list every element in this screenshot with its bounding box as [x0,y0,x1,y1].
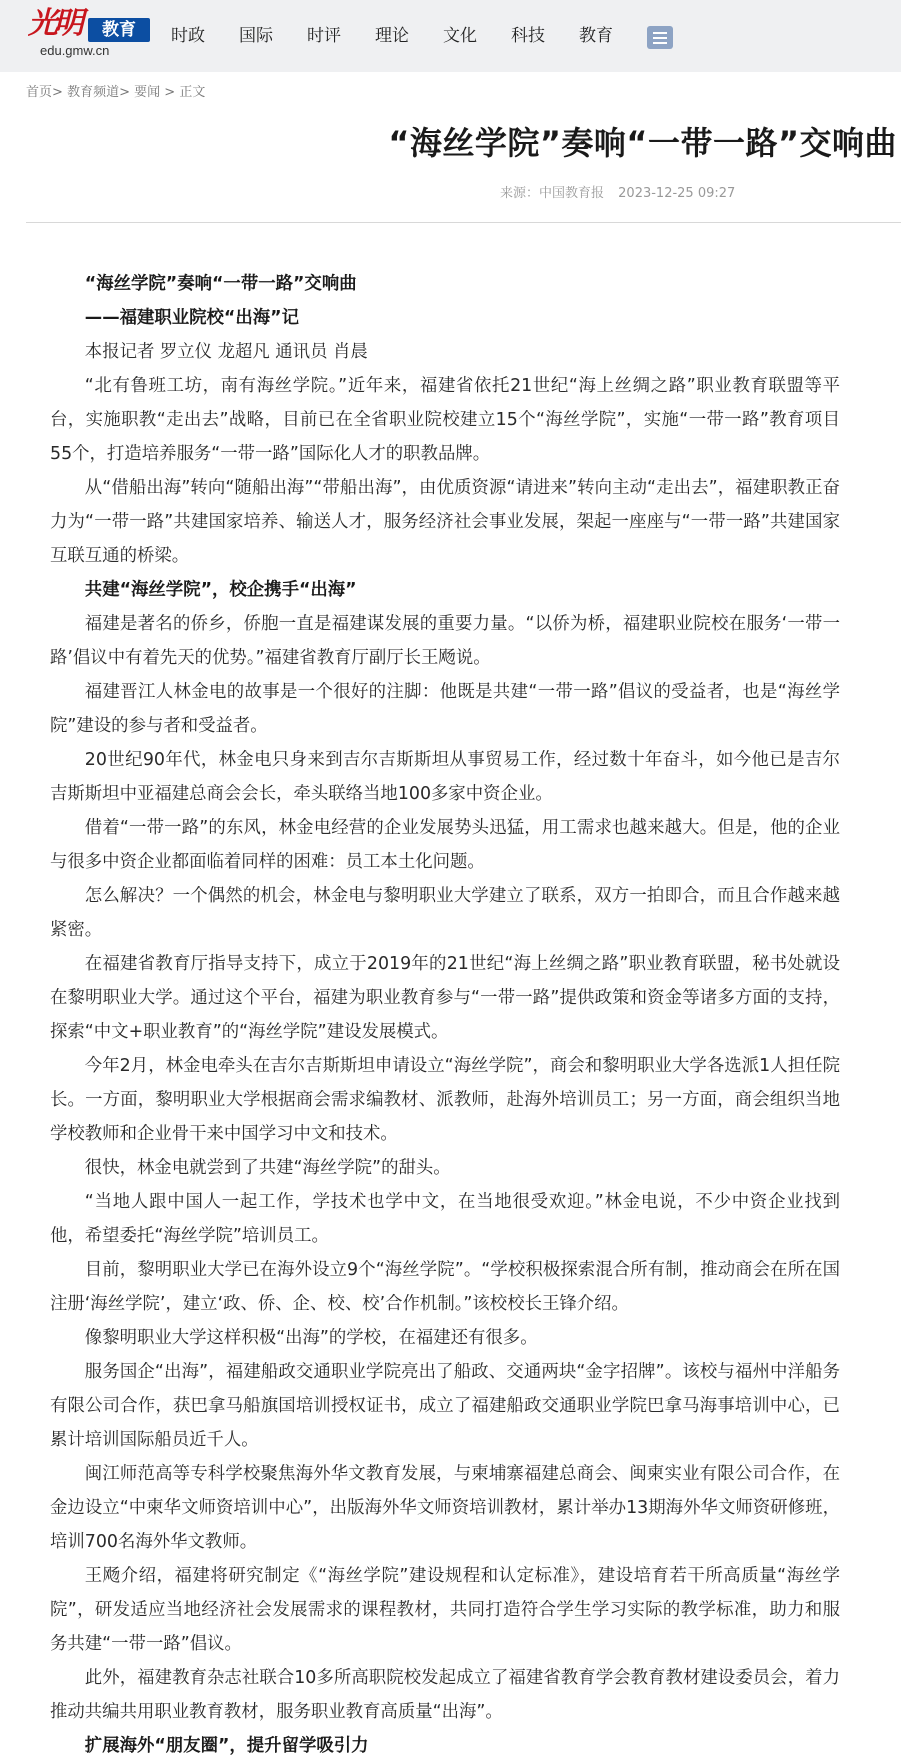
breadcrumb-home[interactable]: 首页 [26,85,53,100]
article-paragraph: 目前，黎明职业大学已在海外设立9个“海丝学院”。“学校积极探索混合所有制，推动商会在所在国注册‘海丝学院’，建立‘政、侨、企、校、校’合作机制。”该校校长王锋介绍。 [50,1260,840,1314]
article-paragraph: 在福建省教育厅指导支持下，成立于2019年的21世纪“海上丝绸之路”职业教育联盟，秘书处就设在黎明职业大学。通过这个平台，福建为职业教育参与“一带一路”提供政策和资金等诸多方面的支持，探索“中文+职业教育”的“海丝学院”建设发展模式。 [50,954,840,1042]
article-paragraph: 借着“一带一路”的东风，林金电经营的企业发展势头迅猛，用工需求也越来越大。但是，他的企业与很多中资企业都面临着同样的困难：员工本土化问题。 [50,818,840,872]
article-title: “海丝学院”奏响“一带一路”交响曲 [388,124,897,162]
article-paragraph: 王飏介绍，福建将研究制定《“海丝学院”建设规程和认定标准》，建设培育若干所高质量“海丝学院”，研发适应当地经济社会发展需求的课程教材，共同打造符合学生学习实际的教学标准，助力和服务共建“一带一路”倡议。 [50,1566,840,1654]
article-paragraph: 很快，林金电就尝到了共建“海丝学院”的甜头。 [84,1158,451,1178]
article-subheading: 共建“海丝学院”，校企携手“出海” [84,580,357,600]
article-paragraph: 20世纪90年代，林金电只身来到吉尔吉斯斯坦从事贸易工作，经过数十年奋斗，如今他已是吉尔吉斯斯坦中亚福建总商会会长，牵头联络当地100多家中资企业。 [50,750,840,804]
article-subheading: “海丝学院”奏响“一带一路”交响曲 [84,274,357,294]
article-paragraph: 福建晋江人林金电的故事是一个很好的注脚：他既是共建“一带一路”倡议的受益者，也是“海丝学院”建设的参与者和受益者。 [50,682,840,736]
logo-script-text: 光明 [28,6,80,41]
nav-item-keji[interactable]: 科技 [511,26,545,46]
article-meta [500,182,745,201]
article-paragraph: 怎么解决？一个偶然的机会，林金电与黎明职业大学建立了联系，双方一拍即合，而且合作越来越紧密。 [50,886,840,940]
logo-url: edu.gmw.cn [40,43,110,58]
article-paragraph: 此外，福建教育杂志社联合10多所高职院校发起成立了福建省教育学会教育教材建设委员会，着力推动共编共用职业教育教材，服务职业教育高质量“出海”。 [50,1668,840,1722]
article-datetime: 2023-12-25 09:27 [618,186,736,201]
article-paragraph: 福建是著名的侨乡，侨胞一直是福建谋发展的重要力量。“以侨为桥，福建职业院校在服务‘一带一路’倡议中有着先天的优势。”福建省教育厅副厅长王飏说。 [50,614,840,668]
nav-item-wenhua[interactable]: 文化 [443,26,477,46]
nav-item-guoji[interactable]: 国际 [239,26,273,46]
article-paragraph: 从“借船出海”转向“随船出海”“带船出海”，由优质资源“请进来”转向主动“走出去”，福建职教正奋力为“一带一路”共建国家培养、输送人才，服务经济社会事业发展，架起一座座与“一带一路”共建国家互联互通的桥梁。 [50,478,840,566]
article-body [50,267,840,1763]
nav-item-shiping[interactable]: 时评 [307,26,341,46]
article-paragraph: 像黎明职业大学这样积极“出海”的学校，在福建还有很多。 [84,1328,538,1348]
article-subheading: ——福建职业院校“出海”记 [84,308,299,328]
breadcrumb-current: 正文 [179,85,206,100]
site-logo[interactable] [28,6,136,59]
breadcrumb-separator: > [164,85,176,100]
breadcrumb-section[interactable]: 要闻 [134,85,161,100]
breadcrumb [26,81,205,100]
article-paragraph: 本报记者 罗立仪 龙超凡 通讯员 肖晨 [84,342,368,362]
breadcrumb-channel[interactable]: 教育频道 [67,85,120,100]
list-menu-icon[interactable] [647,26,673,49]
breadcrumb-separator: > [52,85,63,100]
title-divider [26,222,901,223]
nav-item-lilun[interactable]: 理论 [375,26,409,46]
article-paragraph: 闽江师范高等专科学校聚焦海外华文教育发展，与柬埔寨福建总商会、闽柬实业有限公司合作，在金边设立“中柬华文师资培训中心”，出版海外华文师资培训教材，累计举办13期海外华文师资研修班，培训700名海外华文教师。 [50,1464,840,1552]
nav-item-shizheng[interactable]: 时政 [171,26,205,46]
article-paragraph: “当地人跟中国人一起工作，学技术也学中文，在当地很受欢迎。”林金电说，不少中资企业找到他，希望委托“海丝学院”培训员工。 [50,1192,840,1246]
logo-badge: 教育 [88,18,150,42]
nav-item-jiaoyu[interactable]: 教育 [579,26,613,46]
article-subheading: 扩展海外“朋友圈”，提升留学吸引力 [84,1736,369,1756]
article-source: 来源：中国教育报 [500,186,605,201]
article-paragraph: “北有鲁班工坊，南有海丝学院。”近年来，福建省依托21世纪“海上丝绸之路”职业教育联盟等平台，实施职教“走出去”战略，目前已在全省职业院校建立15个“海丝学院”，实施“一带一路”教育项目55个，打造培养服务“一带一路”国际化人才的职教品牌。 [50,376,840,464]
article-paragraph: 今年2月，林金电牵头在吉尔吉斯斯坦申请设立“海丝学院”，商会和黎明职业大学各选派1人担任院长。一方面，黎明职业大学根据商会需求编教材、派教师，赴海外培训员工；另一方面，商会组织当地学校教师和企业骨干来中国学习中文和技术。 [50,1056,840,1144]
breadcrumb-separator: > [119,85,130,100]
top-navigation-bar [0,0,901,72]
article-paragraph: 服务国企“出海”，福建船政交通职业学院亮出了船政、交通两块“金字招牌”。该校与福州中洋船务有限公司合作，获巴拿马船旗国培训授权证书，成立了福建船政交通职业学院巴拿马海事培训中心，已累计培训国际船员近千人。 [50,1362,840,1450]
